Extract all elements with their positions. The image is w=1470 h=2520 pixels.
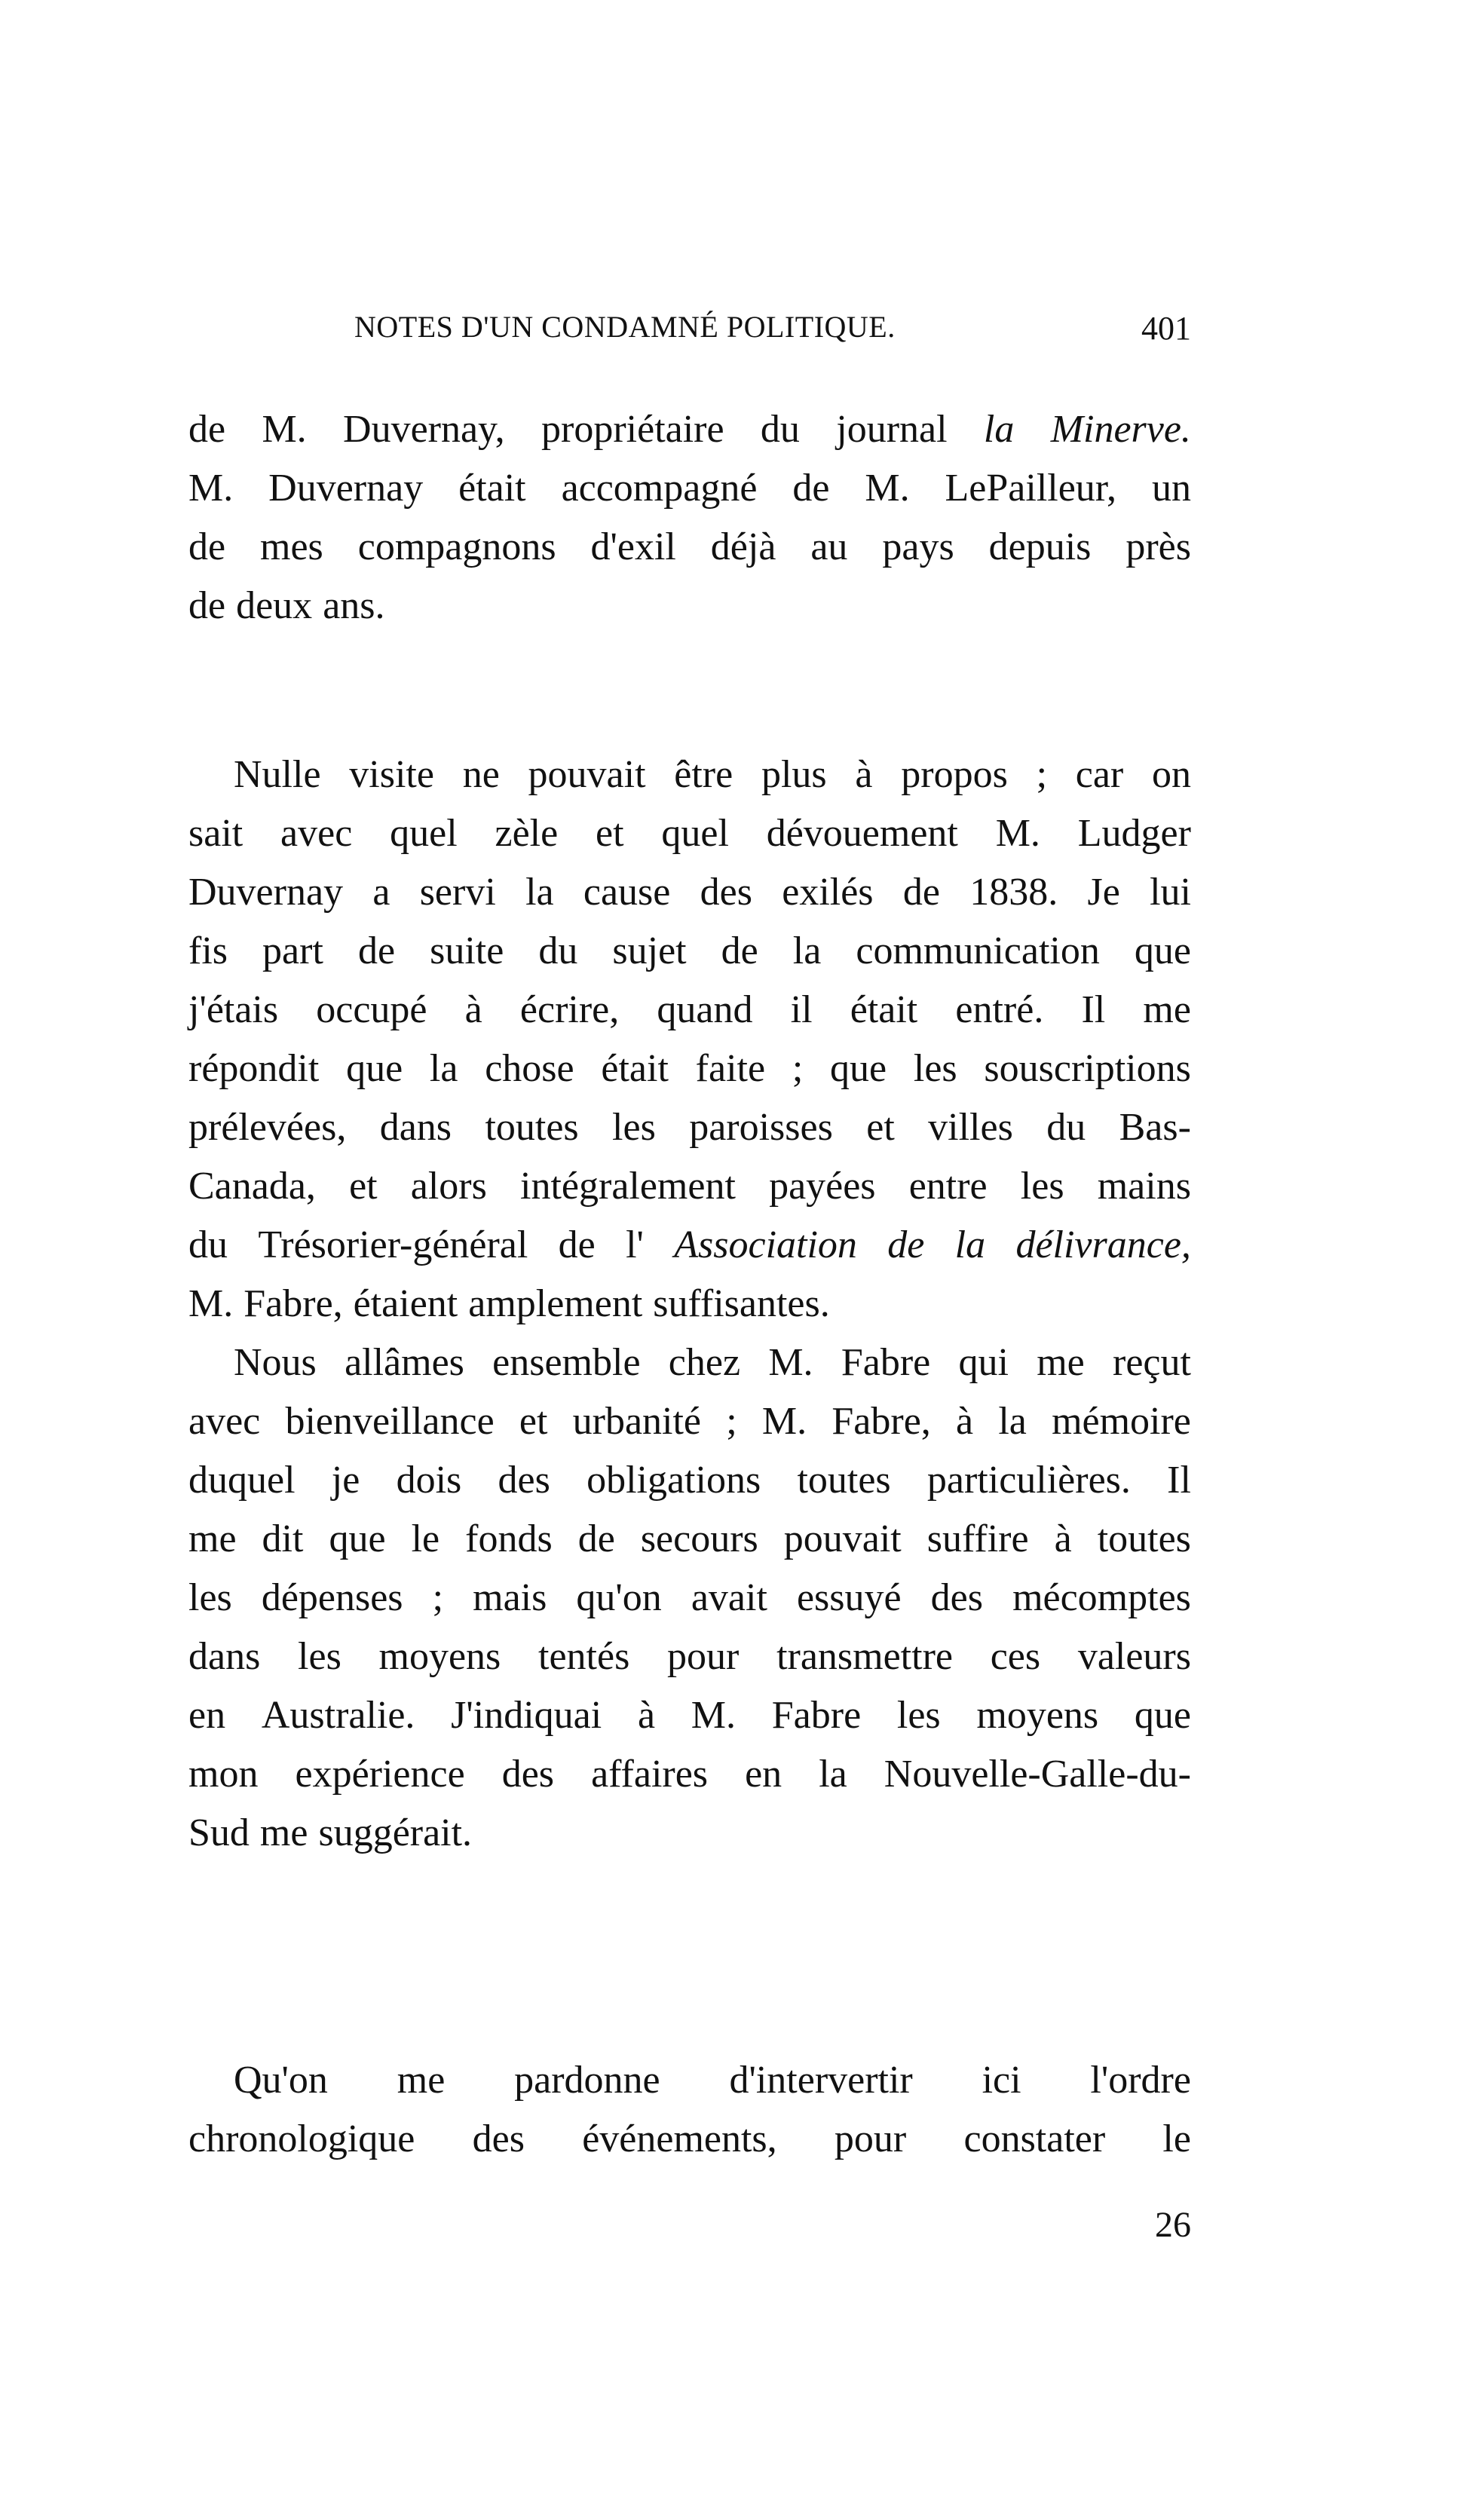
text-line <box>188 1575 1191 1634</box>
word: servi <box>419 871 496 914</box>
word: chez <box>668 1341 741 1384</box>
word: et <box>519 1400 548 1443</box>
word: M. <box>262 408 307 451</box>
word: pardonne <box>514 2059 660 2102</box>
word: en <box>188 1694 226 1737</box>
word: événements, <box>582 2117 777 2160</box>
word: pays <box>882 525 954 568</box>
word: ces <box>990 1635 1041 1678</box>
text-line <box>188 1164 1191 1223</box>
word: dois <box>396 1459 462 1502</box>
word: particulières. <box>926 1459 1131 1502</box>
word: quand <box>657 988 753 1031</box>
word: Australie. <box>261 1694 415 1737</box>
word: des <box>472 2117 525 2160</box>
word: journal <box>836 408 948 451</box>
text-line <box>188 1458 1191 1517</box>
text-line <box>188 1634 1191 1693</box>
running-header <box>354 309 1191 354</box>
word: le <box>1162 2117 1191 2160</box>
text-line <box>188 1281 1191 1340</box>
word: propos <box>901 753 1008 796</box>
word: j'étais <box>188 988 279 1031</box>
word: à <box>637 1694 656 1737</box>
word: du <box>538 929 578 972</box>
word: dans <box>188 1635 261 1678</box>
word: plus <box>761 753 827 796</box>
word: à <box>956 1400 974 1443</box>
word: constater <box>963 2117 1106 2160</box>
word: urbanité <box>572 1400 702 1443</box>
word: M. <box>188 467 234 510</box>
word: de <box>357 929 396 972</box>
word: les <box>1020 1165 1064 1208</box>
word: ici <box>982 2059 1021 2102</box>
text-line <box>188 2117 1191 2176</box>
text-line <box>188 1693 1191 1752</box>
text-line <box>188 407 1191 466</box>
word: que <box>346 1047 403 1090</box>
text-line <box>188 2058 1191 2117</box>
paragraph-2 <box>188 752 1191 1869</box>
word: M. <box>691 1694 737 1737</box>
word: fonds <box>465 1517 553 1560</box>
word: ; <box>792 1047 804 1090</box>
word: toutes <box>1097 1517 1191 1560</box>
word: M. <box>865 467 910 510</box>
word: Nouvelle-Galle-du- <box>884 1753 1191 1796</box>
word: ; <box>1036 753 1048 796</box>
word: pour <box>834 2117 907 2160</box>
word: avec <box>280 812 353 855</box>
text-line <box>188 1811 1191 1869</box>
word: prélevées, <box>188 1106 347 1149</box>
word: et <box>596 812 624 855</box>
word: était <box>850 988 918 1031</box>
word: les <box>188 1576 232 1619</box>
word: obligations <box>586 1459 761 1502</box>
word: me <box>1143 988 1191 1031</box>
word: était <box>601 1047 669 1090</box>
text-line <box>188 1752 1191 1811</box>
word: de <box>577 1517 615 1560</box>
word: suggérait. <box>318 1811 473 1854</box>
word: moyens <box>976 1694 1099 1737</box>
word: alors <box>410 1165 487 1208</box>
word: des <box>700 871 752 914</box>
word: me <box>259 1811 308 1854</box>
word: étaient <box>353 1282 458 1325</box>
word: dans <box>379 1106 452 1149</box>
word: allâmes <box>345 1341 464 1384</box>
word: avec <box>188 1400 261 1443</box>
text-line <box>188 1517 1191 1575</box>
word: chronologique <box>188 2117 415 2160</box>
word: la <box>792 929 822 972</box>
word: la <box>998 1400 1027 1443</box>
word: près <box>1125 525 1191 568</box>
word: à <box>855 753 873 796</box>
word: affaires <box>591 1753 709 1796</box>
word: la <box>983 408 1015 451</box>
word: lui <box>1150 871 1191 914</box>
word: Canada, <box>188 1165 316 1208</box>
word: exilés <box>782 871 874 914</box>
word: pour <box>667 1635 740 1678</box>
word: de <box>902 871 940 914</box>
word: Nous <box>234 1341 317 1384</box>
word: cause <box>583 871 671 914</box>
word: des <box>498 1459 550 1502</box>
word: accompagné <box>561 467 758 510</box>
word: M. <box>188 1282 234 1325</box>
word: du <box>1046 1106 1086 1149</box>
paragraph-3 <box>188 2058 1191 2176</box>
word: mes <box>260 525 323 568</box>
word: l'ordre <box>1090 2059 1191 2102</box>
word: Fabre <box>841 1341 931 1384</box>
word: à <box>1054 1517 1072 1560</box>
word: part <box>262 929 323 972</box>
word: mains <box>1097 1165 1191 1208</box>
word: paroisses <box>689 1106 833 1149</box>
word: suffisantes. <box>653 1282 830 1325</box>
word: l' <box>626 1223 644 1266</box>
word: Nulle <box>234 753 321 796</box>
word: pouvait <box>783 1517 902 1560</box>
word: ; <box>432 1576 444 1619</box>
word: occupé <box>316 988 427 1031</box>
word: M. <box>761 1400 807 1443</box>
text-line <box>188 583 1191 642</box>
word: compagnons <box>357 525 556 568</box>
word: écrire, <box>519 988 620 1031</box>
word: toutes <box>797 1459 891 1502</box>
word: Il <box>1081 988 1106 1031</box>
word: depuis <box>988 525 1092 568</box>
word: la <box>525 871 554 914</box>
word: d'exil <box>590 525 676 568</box>
word: a <box>372 871 390 914</box>
word: ensemble <box>492 1341 641 1384</box>
word: du <box>760 408 800 451</box>
text-line <box>188 929 1191 987</box>
word: des <box>501 1753 555 1796</box>
text-line <box>188 1223 1191 1281</box>
word: me <box>188 1517 237 1560</box>
word: suite <box>430 929 504 972</box>
word: Il <box>1167 1459 1191 1502</box>
word: dit <box>262 1517 304 1560</box>
word: en <box>745 1753 782 1796</box>
text-line <box>188 752 1191 811</box>
word: faite <box>695 1047 766 1090</box>
word: de <box>188 584 226 627</box>
word: Bas- <box>1119 1106 1191 1149</box>
text-line <box>188 1046 1191 1105</box>
word: quel <box>390 812 458 855</box>
word: les <box>896 1694 941 1737</box>
text-line <box>188 1105 1191 1164</box>
word: villes <box>928 1106 1013 1149</box>
word: que <box>1134 1694 1191 1737</box>
word: intégralement <box>520 1165 736 1208</box>
word: transmettre <box>776 1635 953 1678</box>
text-line <box>188 1340 1191 1399</box>
word: chose <box>485 1047 574 1090</box>
word: des <box>930 1576 983 1619</box>
word: sait <box>188 812 243 855</box>
word: quel <box>661 812 729 855</box>
word: déjà <box>710 525 776 568</box>
word: 1838. <box>969 871 1058 914</box>
word: dépenses <box>261 1576 403 1619</box>
word: les <box>612 1106 656 1149</box>
word: payées <box>769 1165 876 1208</box>
word: toutes <box>485 1106 579 1149</box>
word: ans. <box>323 584 385 627</box>
word: Fabre, <box>831 1400 931 1443</box>
word: M. <box>768 1341 813 1384</box>
word: communication <box>856 929 1100 972</box>
word: Qu'on <box>234 2059 328 2102</box>
word: tentés <box>538 1635 630 1678</box>
running-title: NOTES D'UN CONDAMNÉ POLITIQUE. <box>354 310 896 344</box>
word: le <box>411 1517 440 1560</box>
word: mais <box>473 1576 547 1619</box>
word: à <box>464 988 482 1031</box>
word: au <box>810 525 848 568</box>
word: souscriptions <box>984 1047 1191 1090</box>
word: du <box>188 1223 228 1266</box>
word: être <box>674 753 733 796</box>
word: Duvernay, <box>343 408 505 451</box>
text-line <box>188 466 1191 525</box>
text-line <box>188 987 1191 1046</box>
word: délivrance, <box>1015 1223 1191 1266</box>
word: Fabre <box>771 1694 862 1737</box>
word: les <box>913 1047 957 1090</box>
word: que <box>830 1047 887 1090</box>
word: propriétaire <box>541 408 724 451</box>
word: de <box>188 525 226 568</box>
word: mémoire <box>1052 1400 1191 1443</box>
word: expérience <box>295 1753 465 1796</box>
word: entré. <box>955 988 1044 1031</box>
word: de <box>188 408 226 451</box>
word: visite <box>349 753 434 796</box>
word: moyens <box>378 1635 501 1678</box>
word: me <box>1037 1341 1085 1384</box>
word: était <box>458 467 526 510</box>
word: Fabre, <box>243 1282 343 1325</box>
word: ; <box>726 1400 737 1443</box>
word: et <box>349 1165 378 1208</box>
word: LePailleur, <box>945 467 1117 510</box>
word: car <box>1075 753 1124 796</box>
word: entre <box>908 1165 988 1208</box>
word: la <box>819 1753 847 1796</box>
paragraph-1 <box>188 407 1191 642</box>
word: essuyé <box>796 1576 902 1619</box>
word: duquel <box>188 1459 296 1502</box>
page-number: 401 <box>1141 310 1191 347</box>
word: un <box>1151 467 1191 510</box>
text-line <box>188 870 1191 929</box>
word: d'intervertir <box>729 2059 913 2102</box>
word: fis <box>188 929 228 972</box>
word: de <box>721 929 758 972</box>
word: on <box>1152 753 1191 796</box>
word: Ludger <box>1077 812 1191 855</box>
text-line <box>188 811 1191 870</box>
word: et <box>866 1106 895 1149</box>
word: de <box>558 1223 596 1266</box>
word: reçut <box>1113 1341 1191 1384</box>
word: secours <box>640 1517 758 1560</box>
word: suffire <box>926 1517 1029 1560</box>
word: la <box>954 1223 986 1266</box>
word: dévouement <box>766 812 958 855</box>
word: zèle <box>495 812 559 855</box>
word: Duvernay <box>188 871 344 914</box>
word: me <box>397 2059 446 2102</box>
word: Association <box>674 1223 857 1266</box>
word: ne <box>462 753 500 796</box>
word: que <box>1134 929 1191 972</box>
word: Sud <box>188 1811 250 1854</box>
word: de <box>792 467 830 510</box>
text-line <box>188 525 1191 583</box>
text-line <box>188 1399 1191 1458</box>
word: qui <box>958 1341 1009 1384</box>
word: bienveillance <box>285 1400 495 1443</box>
word: pouvait <box>528 753 646 796</box>
signature-mark: 26 <box>1155 2205 1191 2245</box>
word: de <box>887 1223 925 1266</box>
word: valeurs <box>1077 1635 1191 1678</box>
word: les <box>298 1635 341 1678</box>
word: mon <box>188 1753 259 1796</box>
word: que <box>329 1517 386 1560</box>
word: deux <box>236 584 313 627</box>
word: il <box>790 988 813 1031</box>
word: sujet <box>612 929 687 972</box>
word: la <box>429 1047 458 1090</box>
word: avait <box>691 1576 767 1619</box>
word: répondit <box>188 1047 320 1090</box>
word: Trésorier-général <box>258 1223 528 1266</box>
word: qu'on <box>576 1576 662 1619</box>
word: Je <box>1087 871 1120 914</box>
word: mécomptes <box>1012 1576 1191 1619</box>
word: je <box>331 1459 360 1502</box>
word: J'indiquai <box>451 1694 602 1737</box>
word: amplement <box>468 1282 643 1325</box>
word: Minerve. <box>1050 408 1191 451</box>
word: Duvernay <box>268 467 424 510</box>
word: M. <box>995 812 1040 855</box>
